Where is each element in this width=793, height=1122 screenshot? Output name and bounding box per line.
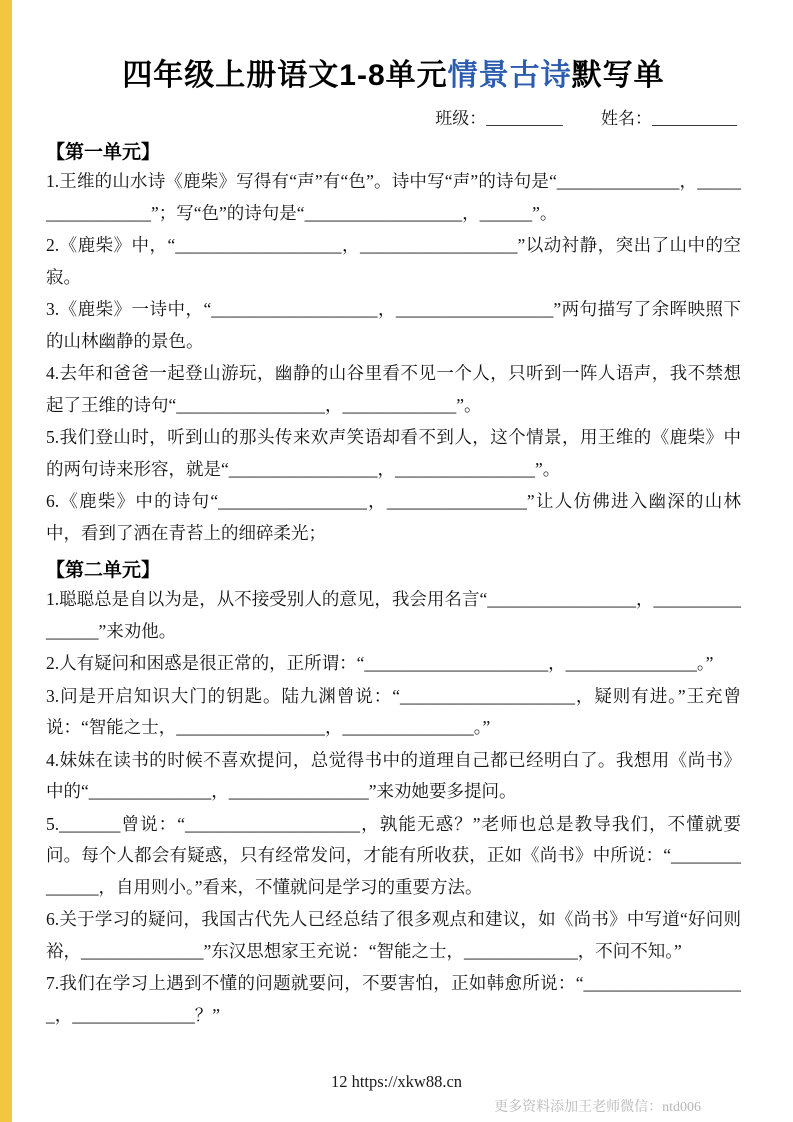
class-label: 班级： [435, 109, 487, 128]
title-highlight: 情景古诗 [447, 59, 572, 92]
page-title [46, 50, 741, 94]
title-post: 默写单 [571, 59, 665, 92]
question-item: 3.《鹿柴》一诗中，“___________________，__________________”两句描写了余晖映照下的山林幽静的景色。 [46, 299, 741, 351]
question-item: 6.《鹿柴》中的诗句“_________________，________________”让人仿佛进入幽深的山林中，看到了洒在青苔上的细碎柔光； [46, 491, 741, 543]
question-item: 4.妹妹在读书的时候不喜欢提问，总觉得书中的道理自己都已经明白了。我想用《尚书》中的“______________，________________”来劝她要多提问。 [46, 749, 741, 801]
question-item: 1.王维的山水诗《鹿柴》写得有“声”有“色”。诗中写“声”的诗句是“______________，_________________”；写“色”的诗句是“__________________，______”。 [46, 171, 741, 223]
class-blank: _________ [486, 109, 563, 128]
question-item: 5._______曾说：“____________________，孰能无惑？”老师也总是教导我们，不懂就要问。每个人都会有疑惑，只有经常发问，才能有所收获，正如《尚书》中所说：“______________，自用则小。”看来，不懂就问是学习的重要方法。 [46, 813, 741, 897]
title-pre: 四年级上册语文1-8单元 [122, 59, 448, 92]
question-item: 2.人有疑问和困惑是很正常的，正所谓：“_____________________，_______________。” [46, 653, 714, 673]
footer-page-info: 12 https://xkw88.cn [330, 1072, 463, 1091]
student-info-line [46, 104, 741, 129]
question-item: 2.《鹿柴》中，“___________________，__________________”以动衬静，突出了山中的空寂。 [46, 235, 741, 287]
section-heading: 【第二单元】 [46, 560, 161, 581]
left-accent-stripe [0, 0, 12, 1122]
question-item: 1.聪聪总是自以为是，从不接受别人的意见，我会用名言“_________________，________________”来劝他。 [46, 589, 741, 641]
footer-watermark: 更多资料添加王老师微信：ntd006 [494, 1100, 701, 1115]
class-field [435, 104, 563, 129]
question-item: 4.去年和爸爸一起登山游玩，幽静的山谷里看不见一个人，只听到一阵人语声，我不禁想起了王维的诗句“_________________，_____________”。 [46, 363, 741, 415]
name-field [601, 104, 737, 129]
name-label: 姓名： [601, 109, 652, 128]
question-item: 6.关于学习的疑问，我国古代先人已经总结了很多观点和建议，如《尚书》中写道“好问则裕，______________”东汉思想家王充说：“智能之士，_____________，不问不知。” [46, 909, 741, 961]
question-item: 3.问是开启知识大门的钥匙。陆九渊曾说：“____________________，疑则有进。”王充曾说：“智能之士，_________________，_______________。” [46, 685, 741, 737]
name-blank: __________ [652, 109, 737, 128]
section-unit-2 [46, 555, 741, 1031]
section-unit-1 [46, 137, 741, 549]
question-item: 7.我们在学习上遇到不懂的问题就要问，不要害怕，正如韩愈所说：“___________________，______________？” [46, 973, 741, 1025]
question-item: 5.我们登山时，听到山的那头传来欢声笑语却看不到人，这个情景，用王维的《鹿柴》中的两句诗来形容，就是“_________________，________________”。 [46, 427, 741, 479]
section-heading: 【第一单元】 [46, 142, 161, 163]
